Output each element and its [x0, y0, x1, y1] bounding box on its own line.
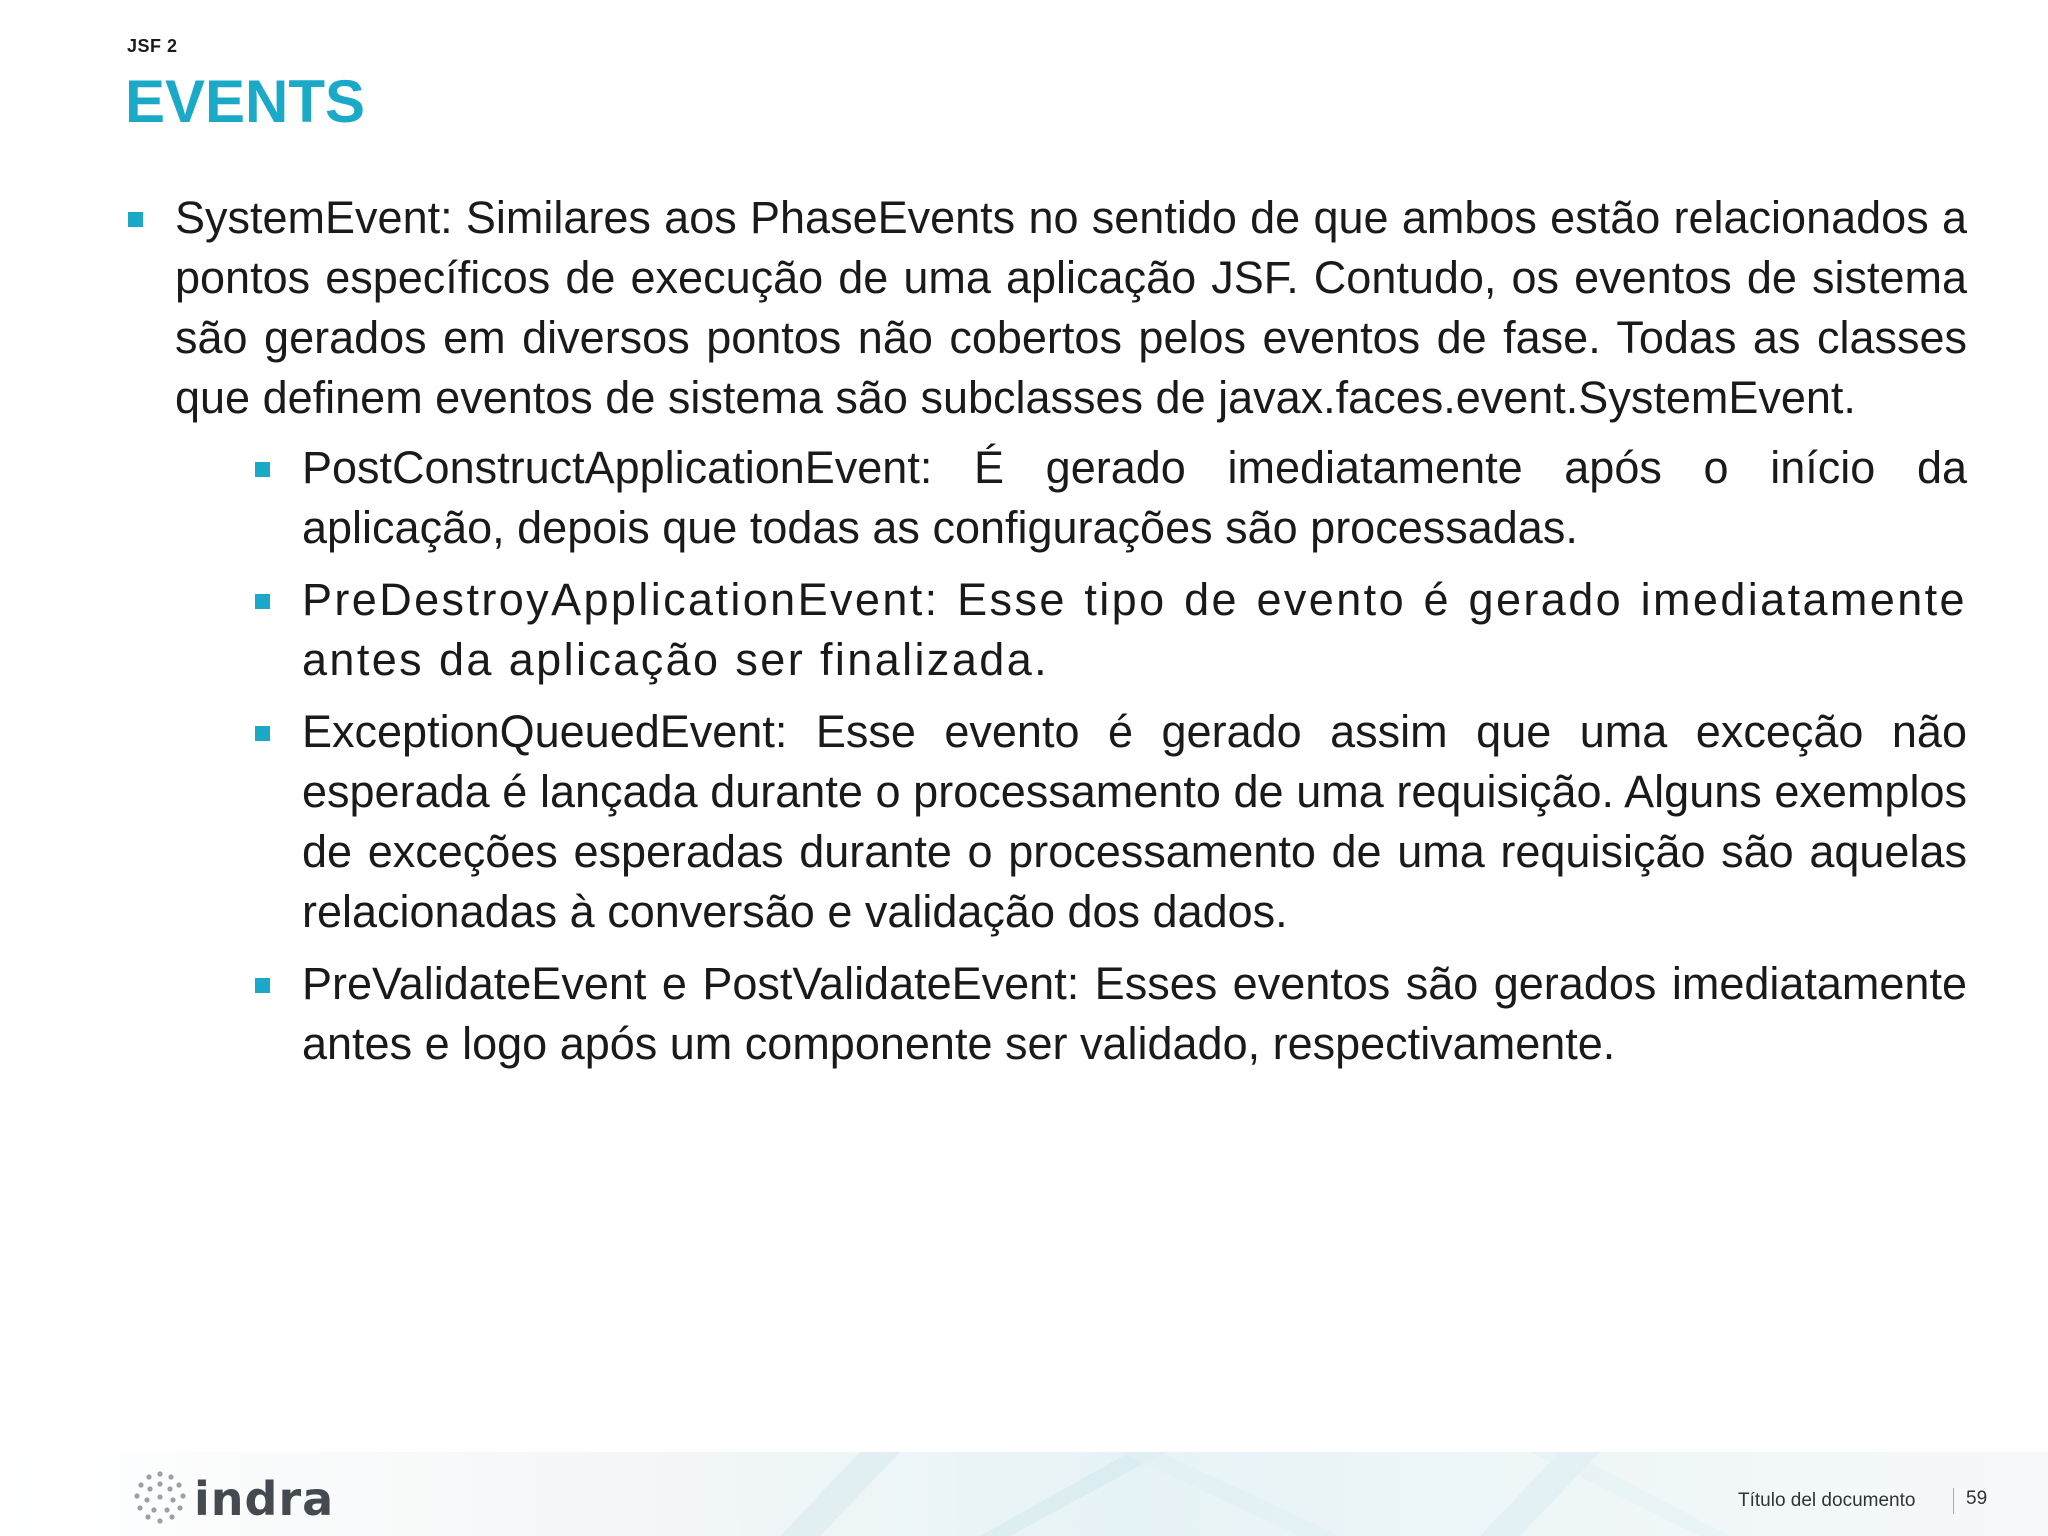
sub-bullet-item — [302, 438, 1967, 558]
sub-bullet-item — [302, 954, 1967, 1074]
page-number: 59 — [1966, 1488, 1988, 1509]
document-title: Título del documento — [1738, 1490, 1916, 1511]
bullet-item — [125, 188, 1967, 428]
slide-content — [125, 188, 1967, 1086]
square-bullet-icon — [255, 462, 270, 477]
bullet-text: SystemEvent: Similares aos PhaseEvents no sentido de que ambos estão relacionados a pontos específicos de execução de uma aplicação JSF. Contudo, os eventos de sistema são gerados em diversos pontos não cobertos pelos eventos de fase. Todas as classes que definem eventos de sistema são subclasses de javax.faces.event.SystemEvent. — [175, 192, 1967, 423]
footer-divider — [1953, 1488, 1954, 1514]
logo-wordmark: indra — [194, 1472, 335, 1526]
sub-bullet-item — [302, 702, 1967, 942]
bullet-text: PostConstructApplicationEvent: É gerado imediatamente após o início da aplicação, depois que todas as configurações são processadas. — [302, 442, 1967, 553]
square-bullet-icon — [255, 978, 270, 993]
sub-bullet-item — [302, 570, 1967, 690]
bullet-text: PreValidateEvent e PostValidateEvent: Esses eventos são gerados imediatamente antes e logo após um componente ser validado, respectivamente. — [302, 958, 1967, 1069]
logo-dots-icon — [130, 1468, 190, 1528]
section-kicker: JSF 2 — [127, 36, 178, 56]
bullet-text: ExceptionQueuedEvent: Esse evento é gerado assim que uma exceção não esperada é lançada durante o processamento de uma requisição. Alguns exemplos de exceções esperadas durante o processamento de uma requisição são aquelas relacionadas à conversão e validação dos dados. — [302, 706, 1967, 937]
square-bullet-icon — [255, 594, 270, 609]
square-bullet-icon — [255, 726, 270, 741]
square-bullet-icon — [128, 212, 143, 227]
indra-logo — [130, 1468, 460, 1532]
slide-title: EVENTS — [125, 68, 366, 135]
bullet-text: PreDestroyApplicationEvent: Esse tipo de evento é gerado imediatamente antes da aplicação ser finalizada. — [302, 574, 1967, 685]
